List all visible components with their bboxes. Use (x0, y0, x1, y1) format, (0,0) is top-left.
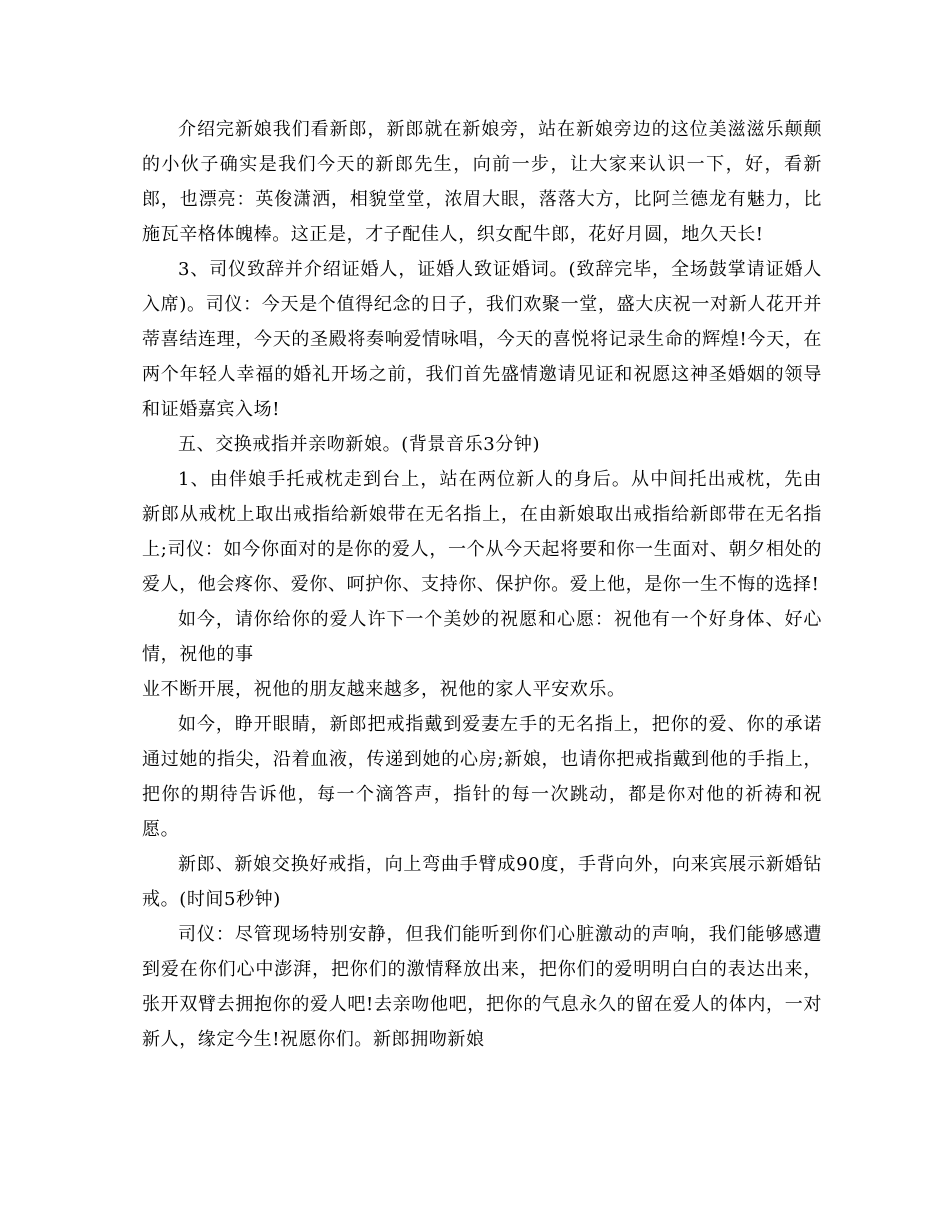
paragraph-show-rings: 新郎、新娘交换好戒指，向上弯曲手臂成90度，手背向外，向来宾展示新婚钻戒。(时间5秒钟) (142, 854, 822, 910)
paragraph-kiss: 司仪：尽管现场特别安静，但我们能听到你们心脏激动的声响，我们能够感遭到爱在你们心中澎湃，把你们的激情释放出来，把你们的爱明明白白的表达出来，张开双臂去拥抱你的爱人吧!去亲吻他吧，把你的气息永久的留在爱人的体内，一对新人，缘定今生!祝愿你们。新郎拥吻新娘 (142, 924, 822, 1050)
paragraph-section-ring-exchange: 五、交换戒指并亲吻新娘。(背景音乐3分钟) (178, 434, 541, 455)
paragraph-ring-promise: 如今，睁开眼睛，新郎把戒指戴到爱妻左手的无名指上，把你的爱、你的承诺通过她的指尖，沿着血液，传递到她的心房;新娘，也请你把戒指戴到他的手指上，把你的期待告诉他，每一个滴答声，指针的每一次跳动，都是你对他的祈祷和祝愿。 (142, 714, 822, 840)
paragraph-wishes-continued: 业不断开展，祝他的朋友越来越多，祝他的家人平安欢乐。 (142, 679, 626, 700)
document-body (142, 112, 822, 1057)
paragraph-ring-pillow: 1、由伴娘手托戒枕走到台上，站在两位新人的身后。从中间托出戒枕，先由新郎从戒枕上取出戒指给新娘带在无名指上，在由新娘取出戒指给新郎带在无名指上;司仪：如今你面对的是你的爱人，一个从今天起将要和你一生面对、朝夕相处的爱人，他会疼你、爱你、呵护你、支持你、保护你。爱上他，是你一生不悔的选择! (142, 469, 822, 595)
paragraph-witness-speech: 3、司仪致辞并介绍证婚人，证婚人致证婚词。(致辞完毕，全场鼓掌请证婚人入席)。司仪：今天是个值得纪念的日子，我们欢聚一堂，盛大庆祝一对新人花开并蒂喜结连理，今天的圣殿将奏响爱情咏唱，今天的喜悦将记录生命的辉煌!今天，在两个年轻人幸福的婚礼开场之前，我们首先盛情邀请见证和祝愿这神圣婚姻的领导和证婚嘉宾入场! (142, 259, 822, 420)
paragraph-groom-intro: 介绍完新娘我们看新郎，新郎就在新娘旁，站在新娘旁边的这位美滋滋乐颠颠的小伙子确实是我们今天的新郎先生，向前一步，让大家来认识一下，好，看新郎，也漂亮：英俊潇洒，相貌堂堂，浓眉大眼，落落大方，比阿兰德龙有魅力，比施瓦辛格体魄棒。这正是，才子配佳人，织女配牛郎，花好月圆，地久天长! (142, 119, 822, 245)
paragraph-wishes: 如今，请你给你的爱人许下一个美妙的祝愿和心愿：祝他有一个好身体、好心情，祝他的事 (142, 609, 822, 665)
